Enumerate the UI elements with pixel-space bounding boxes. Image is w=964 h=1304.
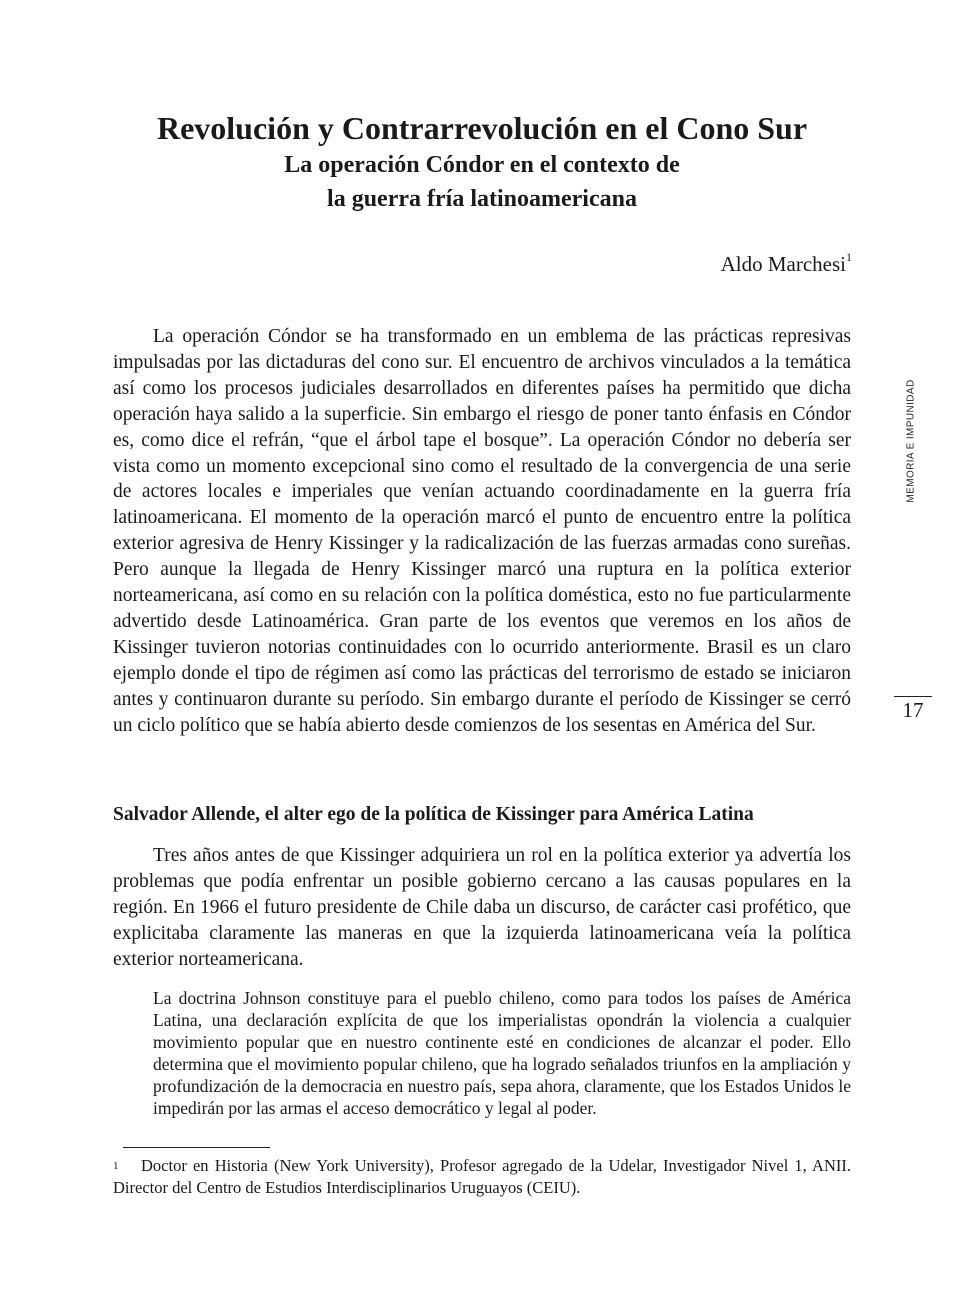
subtitle <box>0 148 964 216</box>
body-paragraph: Tres años antes de que Kissinger adquiriera un rol en la política exterior ya advertía los problemas que podía enfrentar un posible gobierno cercano a las causas populares en la región. En 1966 el futuro presidente de Chile daba un discurso, de carácter casi profético, que explicitaba claramente las maneras en que la izquierda latinoamericana veía la política exterior norteamericana. <box>113 845 851 970</box>
author-footnote-ref[interactable]: 1 <box>846 250 852 264</box>
footnote <box>113 1155 851 1199</box>
intro-paragraph: La operación Cóndor se ha transformado en un emblema de las prácticas represivas impulsadas por las dictaduras del cono sur. El encuentro de archivos vinculados a la temática así como los procesos judiciales desarrollados en diferentes países ha permitido que dicha operación haya salido a la superficie. Sin embargo el riesgo de poner tanto énfasis en Cóndor es, como dice el refrán, “que el árbol tape el bosque”. La operación Cóndor no debería ser vista como un momento excepcional sino como el resultado de la convergencia de una serie de actores locales e imperiales que venían actuando coordinadamente en la guerra fría latinoamericana. El momento de la operación marcó el punto de encuentro entre la política exterior agresiva de Henry Kissinger y la radicalización de las fuerzas armadas cono sureñas. Pero aunque la llegada de Henry Kissinger marcó una ruptura en la política exterior norteamericana, así como en su relación con la política doméstica, esto no fue particularmente advertido desde Latinoamérica. Gran parte de los eventos que veremos en los años de Kissinger tuvieron notorias continuidades con lo ocurrido anteriormente. Brasil es un claro ejemplo donde el tipo de régimen así como las prácticas del terrorismo de estado se iniciaron antes y continuaron durante su período. Sin embargo durante el período de Kissinger se cerró un ciclo político que se había abierto desde comienzos de los sesentas en América del Sur. <box>113 326 851 736</box>
author-name: Aldo Marchesi <box>720 252 846 276</box>
subtitle-line-1: La operación Cóndor en el contexto de <box>284 152 680 178</box>
section-heading: Salvador Allende, el alter ego de la política de Kissinger para América Latina <box>113 804 754 825</box>
footnote-mark: 1 <box>113 1160 119 1172</box>
page-title: Revolución y Contrarrevolución en el Cono Sur <box>156 110 808 146</box>
block-quote: La doctrina Johnson constituye para el pueblo chileno, como para todos los países de América Latina, una declaración explícita de que los imperialistas opondrán la violencia a cualquier movimiento popular que en nuestro continente esté en condiciones de alcanzar el poder. Ello determina que el movimiento popular chileno, que ha logrado señalados triunfos en la ampliación y profundización de la democracia en nuestro país, sepa ahora, claramente, que los Estados Unidos le impedirán por las armas el acceso democrático y legal al poder. <box>153 988 851 1118</box>
footnote-text: Doctor en Historia (New York University), Profesor agregado de la Udelar, Investigador Nivel 1, ANII. Director del Centro de Estudios Interdisciplinarios Uruguayos (CEIU). <box>113 1156 851 1197</box>
running-section-label <box>904 368 918 513</box>
footnote-divider <box>123 1147 270 1148</box>
author <box>721 252 852 277</box>
page-number-rule <box>894 696 932 697</box>
subtitle-line-2: la guerra fría latinoamericana <box>327 186 637 212</box>
running-section-label-text: MEMORIA E IMPUNIDAD <box>905 378 917 503</box>
page-number: 17 <box>902 698 924 722</box>
